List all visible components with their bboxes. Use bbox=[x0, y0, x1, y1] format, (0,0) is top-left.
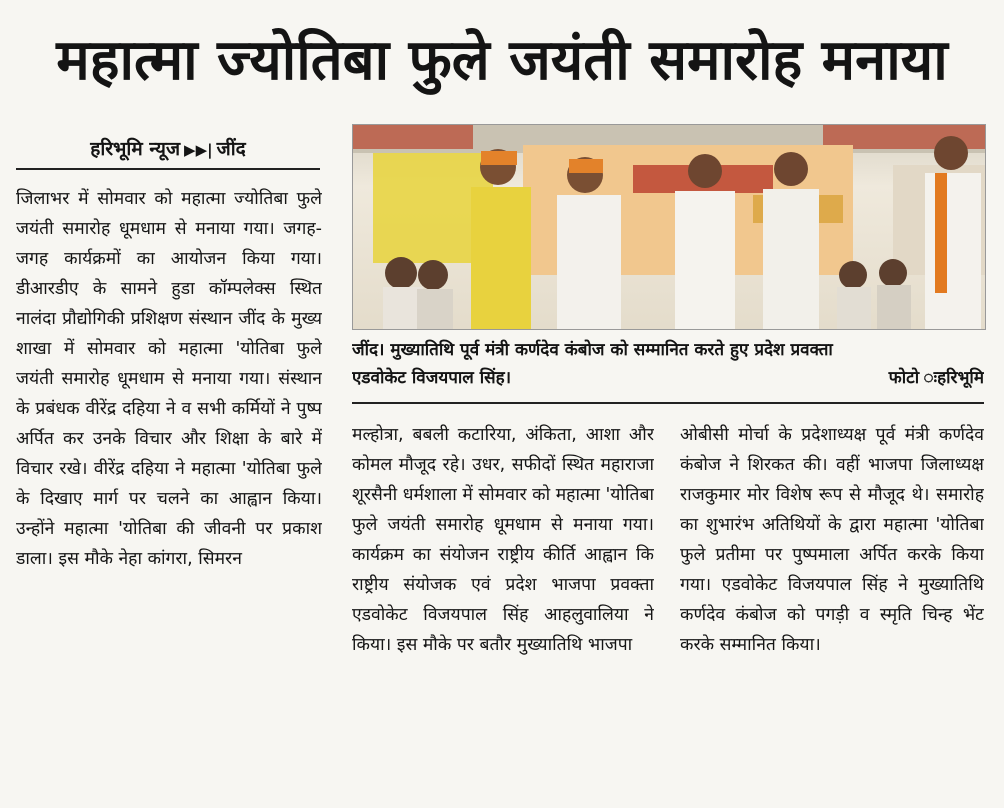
byline-source: हरिभूमि न्यूज bbox=[90, 138, 181, 160]
article-column-2-text: मल्होत्रा, बबली कटारिया, अंकिता, आशा और कोमल मौजूद रहे। उधर, सफीदों स्थित महाराजा शूरसैनी धर्मशाला में सोमवार को महात्मा 'योतिबा फुले जयंती समारोह धूमधाम से मनाया गया। कार्यक्रम का संयोजन राष्ट्रीय कीर्ति आह्वान कि राष्ट्रीय संयोजक एवं प्रदेश भाजपा प्रवक्ता एडवोकेट विजयपाल सिंह आहलुवालिया ने किया। इस मौके पर बतौर मुख्यातिथि भाजपा bbox=[352, 425, 654, 655]
article-column-1-text: जिलाभर में सोमवार को महात्मा ज्योतिबा फुले जयंती समारोह धूमधाम से मनाया गया। जगह-जगह कार्यक्रमों का आयोजन किया गया। डीआरडीए के सामने हुडा कॉम्पलेक्स स्थित नालंदा प्रौद्योगिकी प्रशिक्षण संस्थान जींद के मुख्य शाखा में सोमवार को महात्मा 'योतिबा फुले जयंती समारोह धूमधाम से मनाया गया। संस्थान के प्रबंधक वीरेंद्र दहिया ने व सभी कर्मियों ने पुष्प अर्पित कर उनके विचार और शिक्षा के बारे में विचार रखे। वीरेंद्र दहिया ने महात्मा 'योतिबा फुले के दिखाए मार्ग पर चलने का आह्वान किया। उन्होंने महात्मा 'योतिबा की जीवनी पर प्रकाश डाला। इस मौके नेहा कांगरा, सिमरन bbox=[16, 189, 322, 569]
byline bbox=[16, 134, 320, 164]
byline-rule bbox=[16, 168, 320, 170]
article-column-2 bbox=[352, 420, 654, 796]
news-photo-illustration bbox=[353, 125, 985, 329]
caption-line-2: एडवोकेट विजयपाल सिंह। bbox=[352, 368, 512, 388]
caption-rule bbox=[352, 402, 984, 404]
article-column-3 bbox=[680, 420, 984, 796]
photo-credit: फोटो ःहरिभूमि bbox=[888, 368, 984, 388]
byline-place: जींद bbox=[216, 138, 246, 160]
news-photo bbox=[352, 124, 986, 330]
byline-arrows: ▶▶| bbox=[184, 141, 213, 159]
article-column-1 bbox=[16, 184, 322, 796]
caption-line-1: जींद। मुख्यातिथि पूर्व मंत्री कर्णदेव कंबोज को सम्मानित करते हुए प्रदेश प्रवक्ता bbox=[352, 340, 833, 360]
article-column-3-text: ओबीसी मोर्चा के प्रदेशाध्यक्ष पूर्व मंत्री कर्णदेव कंबोज ने शिरकत की। वहीं भाजपा जिलाध्यक्ष राजकुमार मोर विशेष रूप से मौजूद थे। समारोह का शुभारंभ अतिथियों के द्वारा महात्मा 'योतिबा फुले प्रतीमा पर पुष्पमाला अर्पित करके किया गया। एडवोकेट विजयपाल सिंह ने मुख्यातिथि कर्णदेव कंबोज को पगड़ी व स्मृति चिन्ह भेंट करके सम्मानित किया। bbox=[680, 425, 984, 655]
photo-caption bbox=[352, 336, 984, 396]
headline: महात्मा ज्योतिबा फुले जयंती समारोह मनाया bbox=[56, 28, 948, 93]
